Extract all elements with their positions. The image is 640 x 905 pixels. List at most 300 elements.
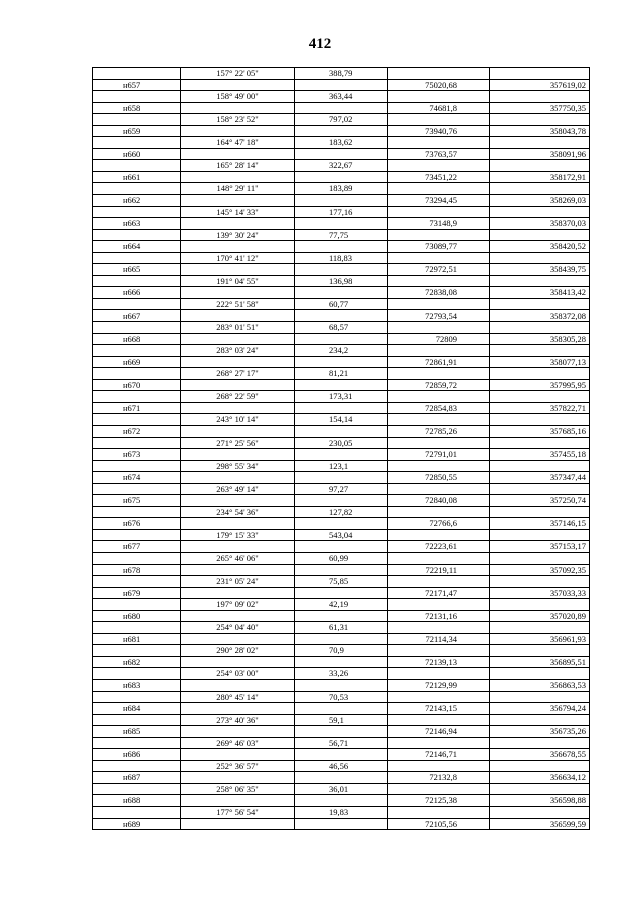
angle-cell: 145° 14' 33" — [181, 206, 295, 218]
coordinates-table — [92, 67, 590, 830]
x-coordinate: 73089,77 — [388, 241, 490, 253]
x-cell — [388, 183, 490, 195]
x-coordinate: 72223,61 — [388, 541, 490, 553]
segment-row — [93, 275, 590, 287]
distance-cell: 177,16 — [295, 206, 388, 218]
distance-cell: 797,02 — [295, 114, 388, 126]
distance-cell: 75,85 — [295, 576, 388, 588]
angle-cell — [181, 195, 295, 207]
y-cell — [490, 275, 590, 287]
y-cell — [490, 576, 590, 588]
x-coordinate: 72129,99 — [388, 679, 490, 691]
segment-row — [93, 691, 590, 703]
y-coordinate: 357092,35 — [490, 564, 590, 576]
y-coordinate: 357250,74 — [490, 495, 590, 507]
distance-cell: 230,05 — [295, 437, 388, 449]
y-coordinate: 357995,95 — [490, 379, 590, 391]
segment-row — [93, 391, 590, 403]
y-cell — [490, 460, 590, 472]
point-row — [93, 148, 590, 160]
x-cell — [388, 275, 490, 287]
distance-cell: 19,83 — [295, 807, 388, 819]
x-coordinate: 72171,47 — [388, 587, 490, 599]
point-cell — [93, 160, 181, 172]
point-cell — [93, 760, 181, 772]
angle-cell: 243° 10' 14" — [181, 414, 295, 426]
x-cell — [388, 552, 490, 564]
angle-cell — [181, 379, 295, 391]
y-cell — [490, 599, 590, 611]
distance-cell — [295, 379, 388, 391]
segment-row — [93, 160, 590, 172]
distance-cell: 60,99 — [295, 552, 388, 564]
y-coordinate: 356599,59 — [490, 818, 590, 830]
distance-cell: 77,75 — [295, 229, 388, 241]
distance-cell: 127,82 — [295, 506, 388, 518]
point-cell — [93, 599, 181, 611]
point-name: н671 — [93, 402, 181, 414]
point-cell — [93, 645, 181, 657]
distance-cell: 70,53 — [295, 691, 388, 703]
point-row — [93, 264, 590, 276]
point-row — [93, 472, 590, 484]
point-name: н657 — [93, 79, 181, 91]
segment-row — [93, 599, 590, 611]
point-row — [93, 449, 590, 461]
distance-cell — [295, 472, 388, 484]
angle-cell: 283° 03' 24" — [181, 345, 295, 357]
distance-cell — [295, 195, 388, 207]
distance-cell: 42,19 — [295, 599, 388, 611]
segment-row — [93, 322, 590, 334]
x-cell — [388, 529, 490, 541]
segment-row — [93, 206, 590, 218]
point-row — [93, 356, 590, 368]
point-row — [93, 425, 590, 437]
point-name: н665 — [93, 264, 181, 276]
y-coordinate: 357822,71 — [490, 402, 590, 414]
angle-cell — [181, 703, 295, 715]
point-name: н668 — [93, 333, 181, 345]
x-coordinate: 73451,22 — [388, 171, 490, 183]
y-cell — [490, 368, 590, 380]
y-cell — [490, 206, 590, 218]
point-row — [93, 749, 590, 761]
point-name: н675 — [93, 495, 181, 507]
y-cell — [490, 622, 590, 634]
point-row — [93, 379, 590, 391]
x-coordinate: 72131,16 — [388, 610, 490, 622]
angle-cell: 139° 30' 24" — [181, 229, 295, 241]
point-name: н661 — [93, 171, 181, 183]
distance-cell — [295, 79, 388, 91]
angle-cell: 231° 05' 24" — [181, 576, 295, 588]
angle-cell — [181, 726, 295, 738]
angle-cell — [181, 148, 295, 160]
point-cell — [93, 807, 181, 819]
y-cell — [490, 552, 590, 564]
distance-cell — [295, 703, 388, 715]
x-coordinate: 72125,38 — [388, 795, 490, 807]
point-cell — [93, 206, 181, 218]
angle-cell: 234° 54' 36" — [181, 506, 295, 518]
point-row — [93, 125, 590, 137]
y-coordinate: 358172,91 — [490, 171, 590, 183]
point-cell — [93, 737, 181, 749]
angle-cell: 165° 28' 14" — [181, 160, 295, 172]
point-row — [93, 633, 590, 645]
x-coordinate: 72838,08 — [388, 287, 490, 299]
point-row — [93, 726, 590, 738]
distance-cell — [295, 333, 388, 345]
x-cell — [388, 807, 490, 819]
page-number: 412 — [308, 36, 332, 52]
y-coordinate: 356735,26 — [490, 726, 590, 738]
x-cell — [388, 252, 490, 264]
distance-cell: 388,79 — [295, 68, 388, 80]
y-coordinate: 358420,52 — [490, 241, 590, 253]
y-coordinate: 357455,18 — [490, 449, 590, 461]
y-cell — [490, 183, 590, 195]
point-cell — [93, 506, 181, 518]
x-coordinate: 72809 — [388, 333, 490, 345]
angle-cell: 283° 01' 51" — [181, 322, 295, 334]
point-name: н684 — [93, 703, 181, 715]
point-cell — [93, 114, 181, 126]
y-cell — [490, 737, 590, 749]
point-name: н679 — [93, 587, 181, 599]
y-coordinate: 357347,44 — [490, 472, 590, 484]
y-cell — [490, 137, 590, 149]
y-cell — [490, 691, 590, 703]
distance-cell: 97,27 — [295, 483, 388, 495]
y-coordinate: 358370,03 — [490, 218, 590, 230]
y-cell — [490, 483, 590, 495]
x-cell — [388, 460, 490, 472]
angle-cell: 258° 06' 35" — [181, 783, 295, 795]
angle-cell — [181, 402, 295, 414]
angle-cell — [181, 356, 295, 368]
y-cell — [490, 645, 590, 657]
distance-cell — [295, 818, 388, 830]
angle-cell: 269° 46' 03" — [181, 737, 295, 749]
distance-cell — [295, 495, 388, 507]
distance-cell: 136,98 — [295, 275, 388, 287]
x-coordinate: 72105,56 — [388, 818, 490, 830]
point-cell — [93, 668, 181, 680]
distance-cell — [295, 795, 388, 807]
angle-cell — [181, 333, 295, 345]
angle-cell — [181, 425, 295, 437]
x-coordinate: 72766,6 — [388, 518, 490, 530]
point-name: н663 — [93, 218, 181, 230]
point-cell — [93, 622, 181, 634]
angle-cell — [181, 287, 295, 299]
y-coordinate: 358043,78 — [490, 125, 590, 137]
x-cell — [388, 737, 490, 749]
distance-cell — [295, 310, 388, 322]
x-coordinate: 72859,72 — [388, 379, 490, 391]
point-name: н659 — [93, 125, 181, 137]
y-cell — [490, 807, 590, 819]
point-cell — [93, 229, 181, 241]
point-name: н666 — [93, 287, 181, 299]
y-cell — [490, 91, 590, 103]
y-cell — [490, 668, 590, 680]
x-coordinate: 72219,11 — [388, 564, 490, 576]
distance-cell — [295, 587, 388, 599]
x-cell — [388, 760, 490, 772]
angle-cell — [181, 495, 295, 507]
distance-cell — [295, 171, 388, 183]
segment-row — [93, 91, 590, 103]
x-cell — [388, 506, 490, 518]
y-coordinate: 358305,28 — [490, 333, 590, 345]
x-coordinate: 75020,68 — [388, 79, 490, 91]
x-cell — [388, 322, 490, 334]
angle-cell — [181, 310, 295, 322]
y-coordinate: 357146,15 — [490, 518, 590, 530]
y-cell — [490, 391, 590, 403]
distance-cell — [295, 518, 388, 530]
x-cell — [388, 68, 490, 80]
x-cell — [388, 714, 490, 726]
x-cell — [388, 137, 490, 149]
distance-cell: 81,21 — [295, 368, 388, 380]
point-row — [93, 772, 590, 784]
point-name: н689 — [93, 818, 181, 830]
x-coordinate: 73294,45 — [388, 195, 490, 207]
x-cell — [388, 229, 490, 241]
segment-row — [93, 414, 590, 426]
point-cell — [93, 275, 181, 287]
y-cell — [490, 322, 590, 334]
x-coordinate: 72861,91 — [388, 356, 490, 368]
segment-row — [93, 252, 590, 264]
distance-cell: 173,31 — [295, 391, 388, 403]
angle-cell — [181, 610, 295, 622]
distance-cell: 322,67 — [295, 160, 388, 172]
x-cell — [388, 368, 490, 380]
x-coordinate: 74681,8 — [388, 102, 490, 114]
y-cell — [490, 252, 590, 264]
x-cell — [388, 622, 490, 634]
segment-row — [93, 807, 590, 819]
angle-cell: 191° 04' 55" — [181, 275, 295, 287]
angle-cell: 157° 22' 05" — [181, 68, 295, 80]
angle-cell — [181, 749, 295, 761]
distance-cell — [295, 287, 388, 299]
angle-cell: 263° 49' 14" — [181, 483, 295, 495]
point-name: н686 — [93, 749, 181, 761]
angle-cell — [181, 656, 295, 668]
y-cell — [490, 506, 590, 518]
y-coordinate: 358413,42 — [490, 287, 590, 299]
x-coordinate: 72146,94 — [388, 726, 490, 738]
point-row — [93, 587, 590, 599]
segment-row — [93, 714, 590, 726]
y-coordinate: 356895,51 — [490, 656, 590, 668]
distance-cell — [295, 102, 388, 114]
angle-cell — [181, 79, 295, 91]
angle-cell: 177° 56' 54" — [181, 807, 295, 819]
point-cell — [93, 552, 181, 564]
distance-cell: 363,44 — [295, 91, 388, 103]
segment-row — [93, 668, 590, 680]
y-cell — [490, 783, 590, 795]
point-name: н672 — [93, 425, 181, 437]
x-cell — [388, 298, 490, 310]
angle-cell: 273° 40' 36" — [181, 714, 295, 726]
segment-row — [93, 737, 590, 749]
y-cell — [490, 345, 590, 357]
distance-cell — [295, 772, 388, 784]
point-row — [93, 656, 590, 668]
distance-cell: 183,89 — [295, 183, 388, 195]
point-cell — [93, 391, 181, 403]
point-row — [93, 679, 590, 691]
point-row — [93, 402, 590, 414]
y-coordinate: 358269,03 — [490, 195, 590, 207]
point-row — [93, 795, 590, 807]
point-name: н677 — [93, 541, 181, 553]
distance-cell: 70,9 — [295, 645, 388, 657]
x-cell — [388, 160, 490, 172]
distance-cell — [295, 241, 388, 253]
angle-cell — [181, 102, 295, 114]
x-coordinate: 73763,57 — [388, 148, 490, 160]
segment-row — [93, 645, 590, 657]
y-cell — [490, 68, 590, 80]
y-coordinate: 356678,55 — [490, 749, 590, 761]
x-coordinate: 72132,8 — [388, 772, 490, 784]
distance-cell: 33,26 — [295, 668, 388, 680]
point-cell — [93, 460, 181, 472]
distance-cell — [295, 148, 388, 160]
x-coordinate: 72143,15 — [388, 703, 490, 715]
x-coordinate: 72114,34 — [388, 633, 490, 645]
point-cell — [93, 345, 181, 357]
distance-cell: 123,1 — [295, 460, 388, 472]
distance-cell: 56,71 — [295, 737, 388, 749]
distance-cell — [295, 726, 388, 738]
distance-cell: 234,2 — [295, 345, 388, 357]
distance-cell — [295, 264, 388, 276]
point-row — [93, 241, 590, 253]
x-cell — [388, 114, 490, 126]
angle-cell — [181, 818, 295, 830]
x-cell — [388, 645, 490, 657]
point-name: н669 — [93, 356, 181, 368]
point-cell — [93, 68, 181, 80]
distance-cell — [295, 633, 388, 645]
y-coordinate: 357685,16 — [490, 425, 590, 437]
y-cell — [490, 529, 590, 541]
x-cell — [388, 437, 490, 449]
segment-row — [93, 298, 590, 310]
angle-cell — [181, 679, 295, 691]
point-cell — [93, 714, 181, 726]
point-name: н658 — [93, 102, 181, 114]
distance-cell: 154,14 — [295, 414, 388, 426]
x-coordinate: 72146,71 — [388, 749, 490, 761]
point-name: н674 — [93, 472, 181, 484]
angle-cell — [181, 518, 295, 530]
x-coordinate: 72972,51 — [388, 264, 490, 276]
angle-cell: 290° 28' 02" — [181, 645, 295, 657]
angle-cell — [181, 171, 295, 183]
distance-cell: 68,57 — [295, 322, 388, 334]
segment-row — [93, 368, 590, 380]
distance-cell — [295, 541, 388, 553]
angle-cell — [181, 772, 295, 784]
angle-cell — [181, 218, 295, 230]
angle-cell — [181, 795, 295, 807]
x-coordinate: 72793,54 — [388, 310, 490, 322]
segment-row — [93, 229, 590, 241]
point-name: н685 — [93, 726, 181, 738]
distance-cell — [295, 356, 388, 368]
y-coordinate: 357153,17 — [490, 541, 590, 553]
point-cell — [93, 691, 181, 703]
segment-row — [93, 576, 590, 588]
table-body — [93, 68, 590, 830]
angle-cell: 254° 03' 00" — [181, 668, 295, 680]
point-cell — [93, 322, 181, 334]
angle-cell: 268° 22' 59" — [181, 391, 295, 403]
point-cell — [93, 783, 181, 795]
distance-cell: 36,01 — [295, 783, 388, 795]
y-coordinate: 357033,33 — [490, 587, 590, 599]
y-cell — [490, 229, 590, 241]
point-row — [93, 333, 590, 345]
point-name: н673 — [93, 449, 181, 461]
x-cell — [388, 599, 490, 611]
x-cell — [388, 391, 490, 403]
angle-cell — [181, 472, 295, 484]
point-cell — [93, 252, 181, 264]
segment-row — [93, 68, 590, 80]
point-name: н664 — [93, 241, 181, 253]
distance-cell — [295, 125, 388, 137]
angle-cell — [181, 264, 295, 276]
point-name: н678 — [93, 564, 181, 576]
segment-row — [93, 783, 590, 795]
point-row — [93, 79, 590, 91]
distance-cell: 183,62 — [295, 137, 388, 149]
y-cell — [490, 714, 590, 726]
y-coordinate: 357020,89 — [490, 610, 590, 622]
y-coordinate: 358372,08 — [490, 310, 590, 322]
point-row — [93, 703, 590, 715]
point-cell — [93, 414, 181, 426]
distance-cell — [295, 564, 388, 576]
y-coordinate: 357619,02 — [490, 79, 590, 91]
point-row — [93, 102, 590, 114]
angle-cell: 170° 41' 12" — [181, 252, 295, 264]
angle-cell: 148° 29' 11" — [181, 183, 295, 195]
angle-cell: 164° 47' 18" — [181, 137, 295, 149]
point-name: н687 — [93, 772, 181, 784]
point-name: н683 — [93, 679, 181, 691]
x-cell — [388, 668, 490, 680]
segment-row — [93, 183, 590, 195]
distance-cell — [295, 656, 388, 668]
point-name: н676 — [93, 518, 181, 530]
point-row — [93, 564, 590, 576]
segment-row — [93, 483, 590, 495]
y-coordinate: 358077,13 — [490, 356, 590, 368]
